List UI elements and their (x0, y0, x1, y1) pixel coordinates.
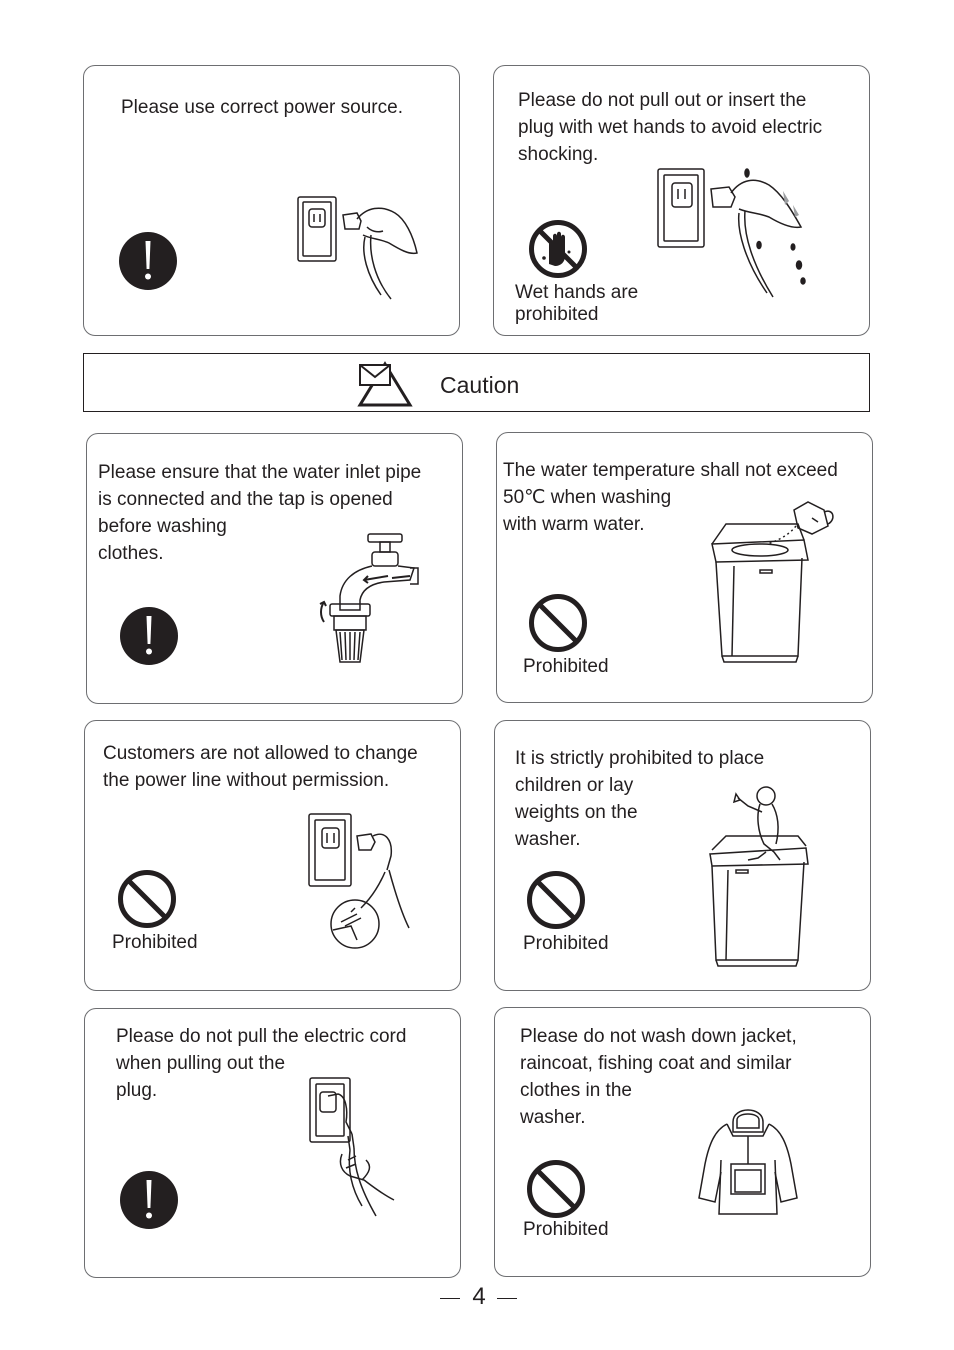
wet-hands-text: Please do not pull out or insert the plug with wet hands to avoid electric shocking. (518, 90, 823, 165)
children-text: It is strictly prohibited to place children or lay weights on the washer. (515, 748, 765, 850)
plug-socket-illustration (295, 195, 425, 305)
pull-cord-text: Please do not pull the electric cord when pulling out the plug. (116, 1026, 407, 1101)
wet-hand-plug-illustration (655, 165, 815, 300)
down-jacket-label: Prohibited (523, 1219, 609, 1240)
inlet-pipe-text: Please ensure that the water inlet pipe is connected and the tap is opened before washing clothes. (98, 462, 422, 564)
power-line-text: Customers are not allowed to change the power line without permission. (103, 743, 418, 791)
prohibited-icon (118, 870, 176, 928)
washer-hot-water-illustration (708, 500, 838, 670)
child-on-washer-illustration (706, 780, 816, 970)
prohibited-icon (527, 871, 585, 929)
page-number: 4 (472, 1283, 486, 1310)
prohibited-icon (529, 594, 587, 652)
prohibited-icon (527, 1160, 585, 1218)
exclamation-icon (120, 607, 178, 665)
page-number-dash-right (497, 1298, 517, 1299)
raincoat-illustration (697, 1100, 799, 1216)
power-line-label: Prohibited (112, 932, 198, 953)
wet-hands-prohibited-icon (529, 220, 587, 278)
water-temperature-text: The water temperature shall not exceed 50℃ when washing with warm water. (503, 460, 838, 535)
children-label: Prohibited (523, 933, 609, 954)
caution-title: Caution (440, 372, 520, 398)
caution-triangle-icon (357, 360, 413, 408)
power-source-text: Please use correct power source. (121, 97, 403, 118)
power-line-illustration (305, 812, 420, 954)
wet-hands-label: Wet hands are prohibited (515, 282, 639, 325)
water-tap-illustration (314, 520, 424, 670)
exclamation-icon (120, 1171, 178, 1229)
water-temperature-label: Prohibited (523, 656, 609, 677)
exclamation-icon (119, 232, 177, 290)
down-jacket-text: Please do not wash down jacket, raincoat, fishing coat and similar clothes in the washer. (520, 1026, 797, 1128)
pull-cord-illustration (308, 1076, 403, 1226)
